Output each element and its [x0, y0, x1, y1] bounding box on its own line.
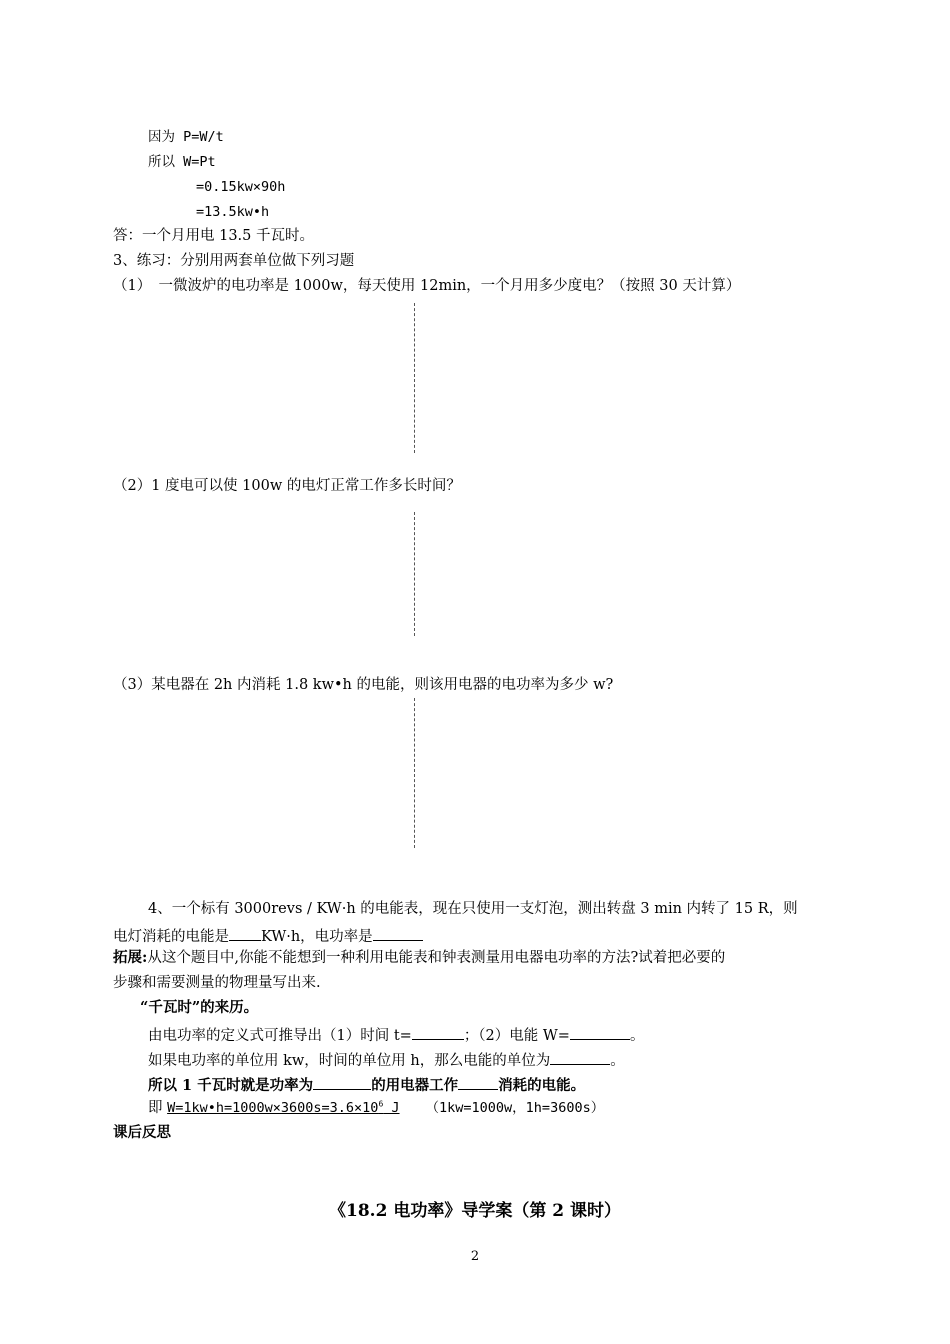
- exercise-heading: 3、练习：分别用两套单位做下列习题: [113, 253, 355, 269]
- work-area-divider-2: [414, 512, 415, 636]
- kwh-power-blank[interactable]: [313, 1073, 371, 1090]
- calc-line-3: =0.15kw×90h: [196, 179, 286, 195]
- kwh-definition-a: 所以 1 千瓦时就是功率为: [148, 1077, 314, 1094]
- extension-label: 拓展:: [113, 949, 148, 966]
- energy-formula-label: ；（2）电能 W=: [463, 1028, 570, 1044]
- calc-answer: 答：一个月用电 13.5 千瓦时。: [113, 228, 315, 244]
- extension-text-1: 从这个题目中,你能不能想到一种利用电能表和钟表测量用电器电功率的方法?试着把必要的: [147, 950, 726, 966]
- calc-line-1: 因为 P=W/t: [148, 129, 224, 145]
- kwh-formula: $W=1kw•h=1000w\times 3600s=3.6\times 10^6$ J: [167, 1099, 400, 1116]
- kwh-origin-line-1: [148, 1023, 644, 1046]
- calc-line-4: =13.5kw•h: [196, 204, 270, 220]
- work-area-divider-1: [414, 303, 415, 453]
- kwh-time-blank[interactable]: [458, 1073, 498, 1090]
- exercise-q3: （3）某电器在 2h 内消耗 1.8 kw•h 的电能，则该用电器的电功率为多少 w?: [113, 677, 614, 693]
- kwh-origin-line-3: [148, 1073, 585, 1096]
- energy-unit-blank[interactable]: [550, 1048, 610, 1065]
- calc-line-2: 所以 W=Pt: [148, 154, 216, 170]
- exercise-q1: （1） 一微波炉的电功率是 1000w，每天使用 12min，一个月用多少度电？（按照 30 天计算）: [113, 278, 741, 294]
- energy-unit-label: 如果电功率的单位用 kw，时间的单位用 h，那么电能的单位为: [148, 1053, 551, 1069]
- reflection-heading: 课后反思: [113, 1124, 171, 1141]
- q4-energy-blank[interactable]: [229, 924, 261, 941]
- q4-line-1: 4、一个标有 3000revs / KW·h 的电能表，现在只使用一支灯泡，测出转盘 3 min 内转了 15 R，则: [148, 901, 798, 917]
- extension-line-1: [113, 948, 725, 968]
- line-2-end: 。: [610, 1053, 625, 1069]
- page-number: 2: [470, 1249, 480, 1264]
- unit-conversion-note: （1kw=1000w，1h=3600s）: [425, 1100, 605, 1116]
- kwh-definition-c: 消耗的电能。: [498, 1077, 586, 1094]
- kwh-origin-line-4: [148, 1098, 604, 1118]
- formula-prefix: 即: [148, 1100, 168, 1116]
- work-area-divider-3: [414, 698, 415, 848]
- energy-formula-blank[interactable]: [570, 1023, 630, 1040]
- kwh-origin-heading: “千瓦时”的来历。: [140, 999, 259, 1016]
- kwh-definition-b: 的用电器工作: [371, 1077, 459, 1094]
- next-section-title: 《18.2 电功率》导学案（第 2 课时）: [329, 1201, 621, 1221]
- formula-exponent: 6: [378, 1099, 384, 1109]
- q4-line-2: [113, 924, 423, 947]
- q4-power-label: KW·h，电功率是: [261, 929, 373, 945]
- extension-line-2: 步骤和需要测量的物理量写出来.: [113, 975, 321, 991]
- time-formula-label: 由电功率的定义式可推导出（1）时间 t=: [148, 1028, 412, 1044]
- time-formula-blank[interactable]: [412, 1023, 464, 1040]
- exercise-q2: （2）1 度电可以使 100w 的电灯正常工作多长时间？: [113, 478, 461, 494]
- q4-energy-label: 电灯消耗的电能是: [113, 929, 229, 945]
- line-1-end: 。: [629, 1028, 645, 1044]
- q4-power-blank[interactable]: [373, 924, 423, 941]
- kwh-origin-line-2: [148, 1048, 625, 1071]
